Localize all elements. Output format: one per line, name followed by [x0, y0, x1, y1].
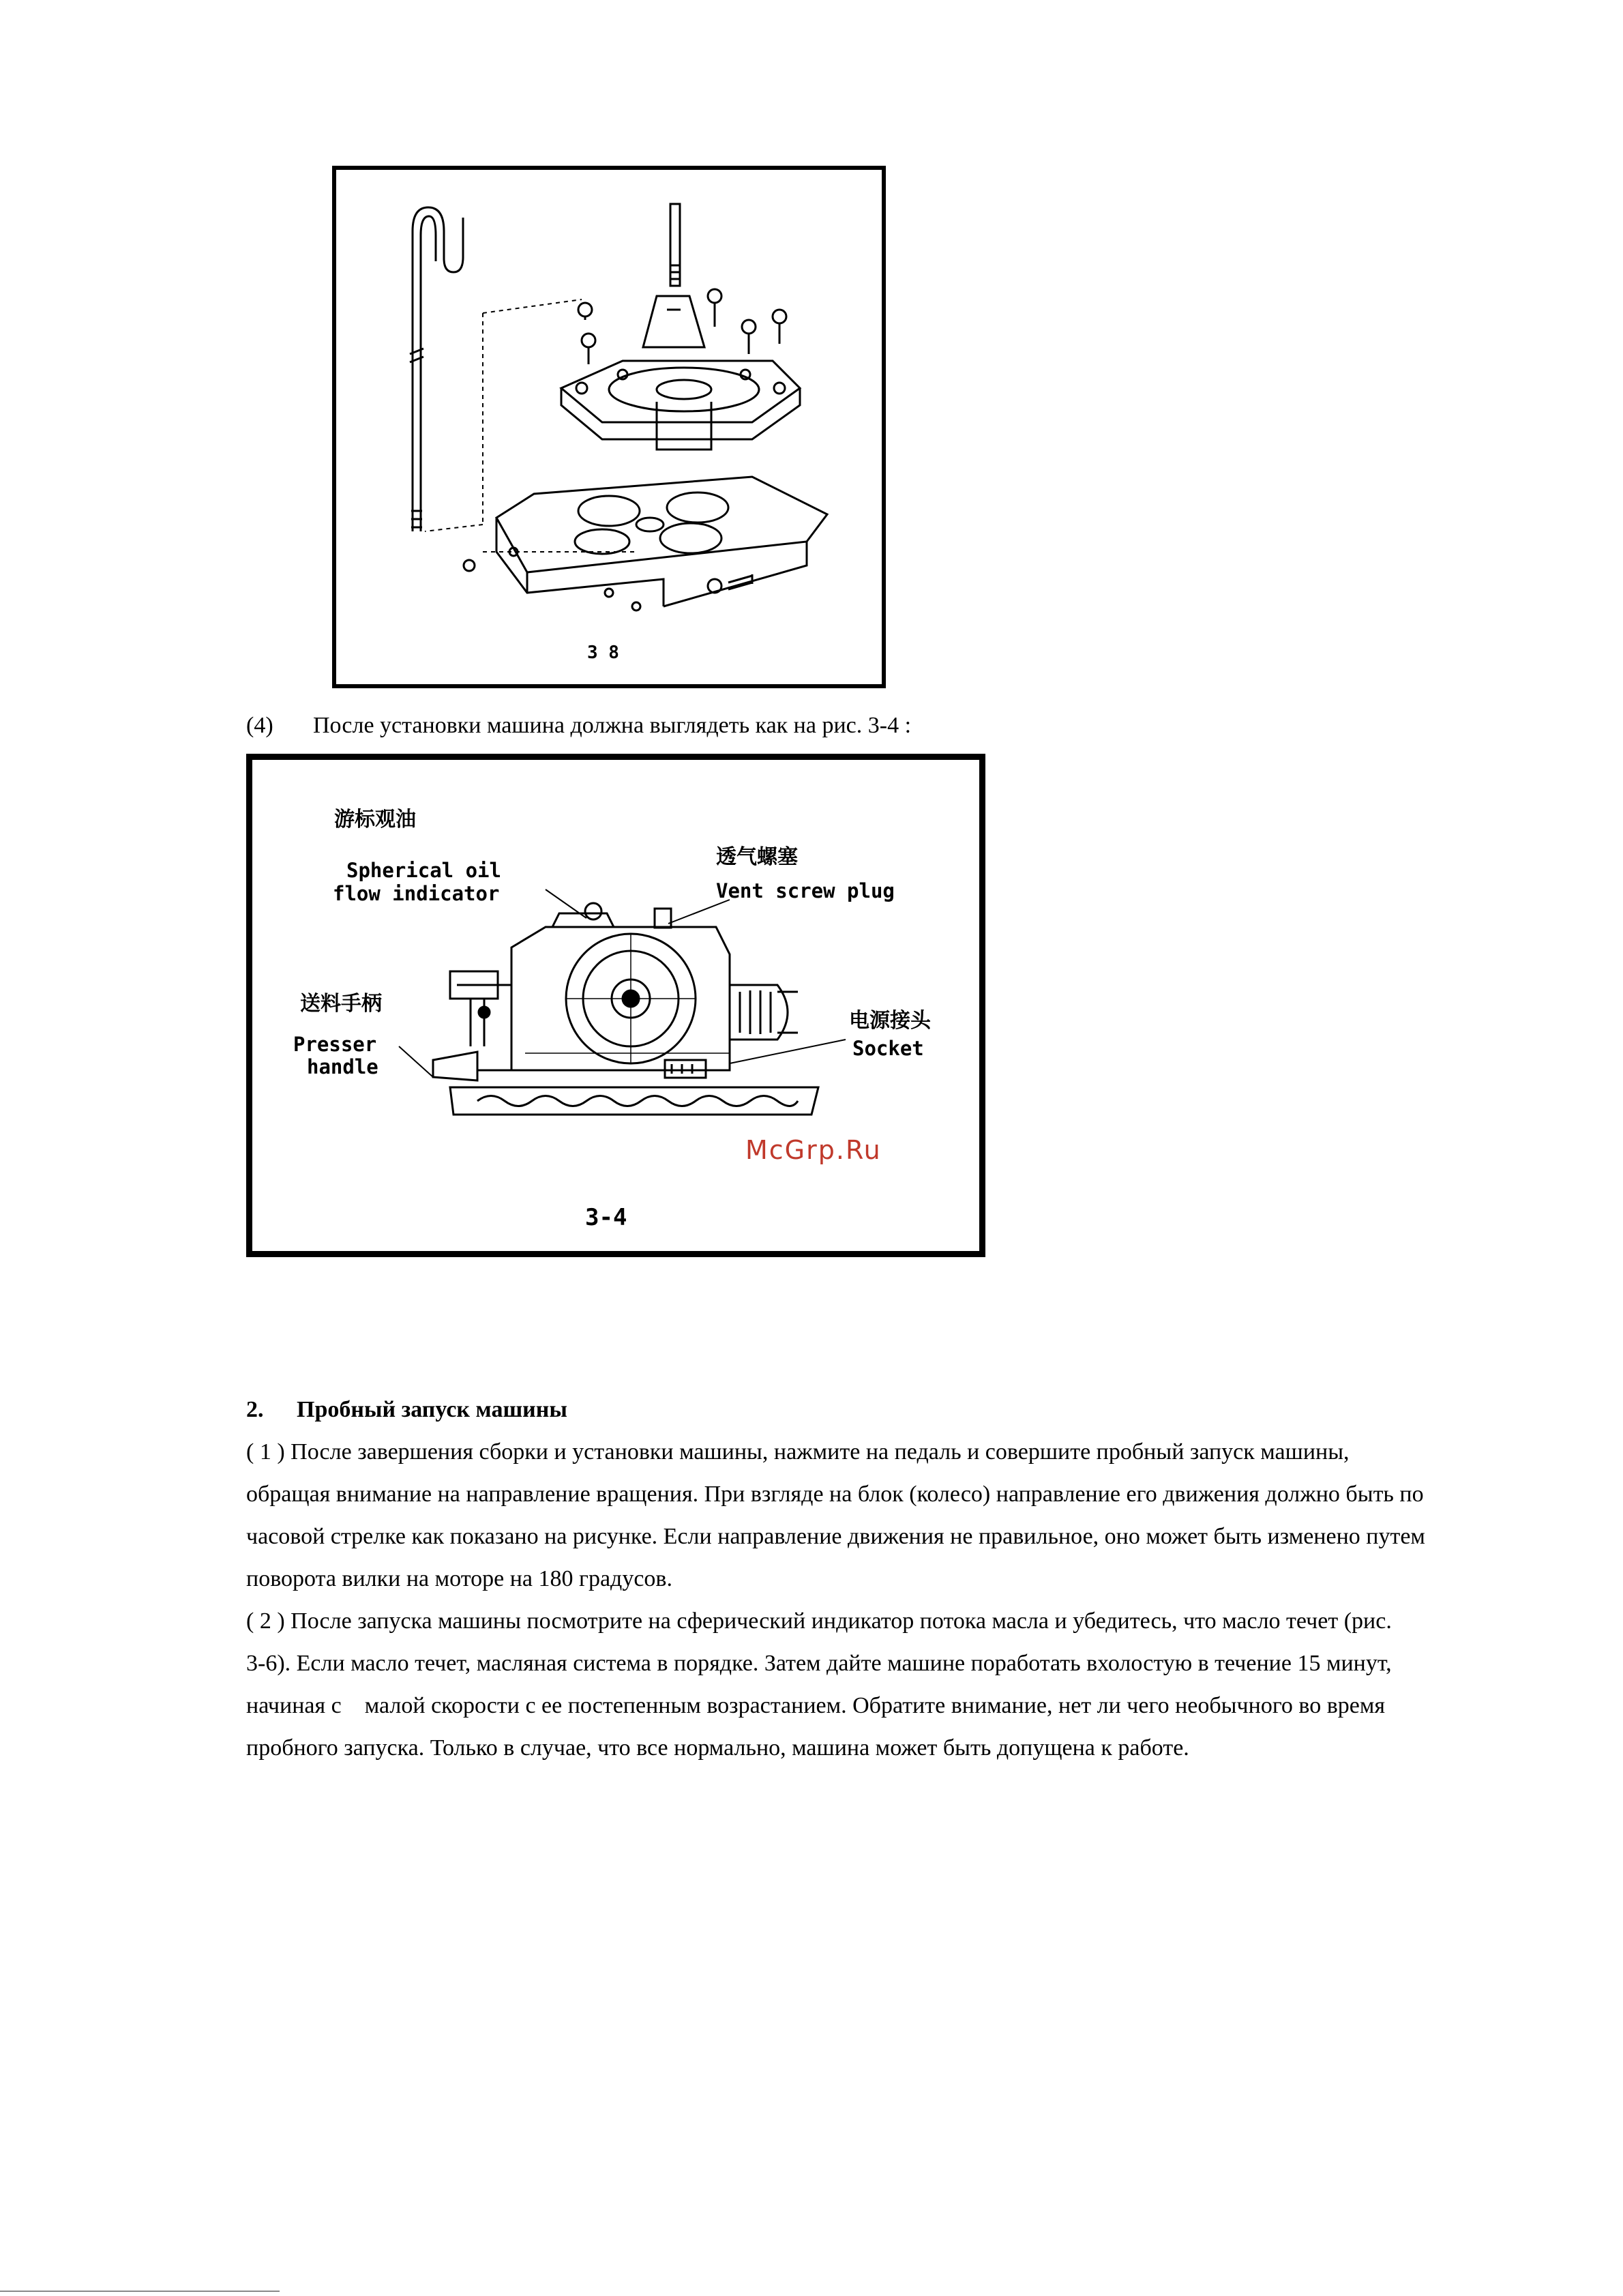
figure-3-8-drawing [336, 170, 882, 684]
presser-en-label-2: handle [307, 1055, 378, 1078]
figure-3-4-drawing [252, 760, 979, 1251]
vent-en-label: Vent screw plug [716, 879, 895, 902]
presser-en-label-1: Presser [293, 1033, 377, 1056]
presser-cn-label: 送料手柄 [300, 992, 382, 1016]
oil-indicator-en-label-1: Spherical oil [346, 859, 501, 882]
paragraph-2 [246, 1600, 1528, 1769]
oil-indicator-cn-label: 游标观油 [334, 808, 416, 831]
paragraph-1-line-1: ( 1 ) После завершения сборки и установки машины, нажмите на педаль и совершите пробный запуск машины, [246, 1439, 1350, 1465]
caption-number: (4) [246, 713, 273, 738]
figure-3-4 [246, 754, 985, 1257]
socket-en-label: Socket [852, 1037, 924, 1060]
oil-indicator-en-label-2: flow indicator [333, 882, 500, 905]
paragraph-2-line-1: ( 2 ) После запуска машины посмотрите на сферический индикатор потока масла и убедитесь, что масло течет (рис. [246, 1608, 1392, 1634]
caption-line [246, 713, 911, 739]
figure-3-8-label: 3 8 [587, 643, 619, 663]
paragraph-1 [246, 1431, 1528, 1600]
section-number: 2. [246, 1397, 264, 1422]
paragraph-1-line-2: обращая внимание на направление вращения. При взгляде на блок (колесо) направление его движения должно быть по [246, 1482, 1424, 1507]
watermark: McGrp.Ru [745, 1135, 882, 1165]
paragraph-2-line-2: 3-6). Если масло течет, масляная система в порядке. Затем дайте машине поработать вхолостую в течение 15 минут, [246, 1651, 1392, 1676]
figure-3-8 [332, 166, 886, 688]
caption-text: После установки машина должна выглядеть как на рис. 3-4 : [313, 713, 912, 738]
paragraph-1-line-3: часовой стрелке как показано на рисунке. Если направление движения не правильное, оно может быть изменено путем [246, 1524, 1425, 1549]
paragraph-2-line-4: пробного запуска. Только в случае, что все нормально, машина может быть допущена к работе. [246, 1735, 1189, 1761]
footer-rule [0, 2291, 280, 2292]
paragraph-2-line-3: начиная с малой скорости с ее постепенным возрастанием. Обратите внимание, нет ли чего необычного во время [246, 1693, 1386, 1718]
section-heading [246, 1397, 567, 1423]
vent-cn-label: 透气螺塞 [716, 845, 798, 869]
paragraph-1-line-4: поворота вилки на моторе на 180 градусов. [246, 1566, 672, 1591]
figure-3-4-label: 3-4 [585, 1204, 627, 1231]
socket-cn-label: 电源接头 [849, 1009, 931, 1033]
section-title: Пробный запуск машины [297, 1397, 567, 1422]
